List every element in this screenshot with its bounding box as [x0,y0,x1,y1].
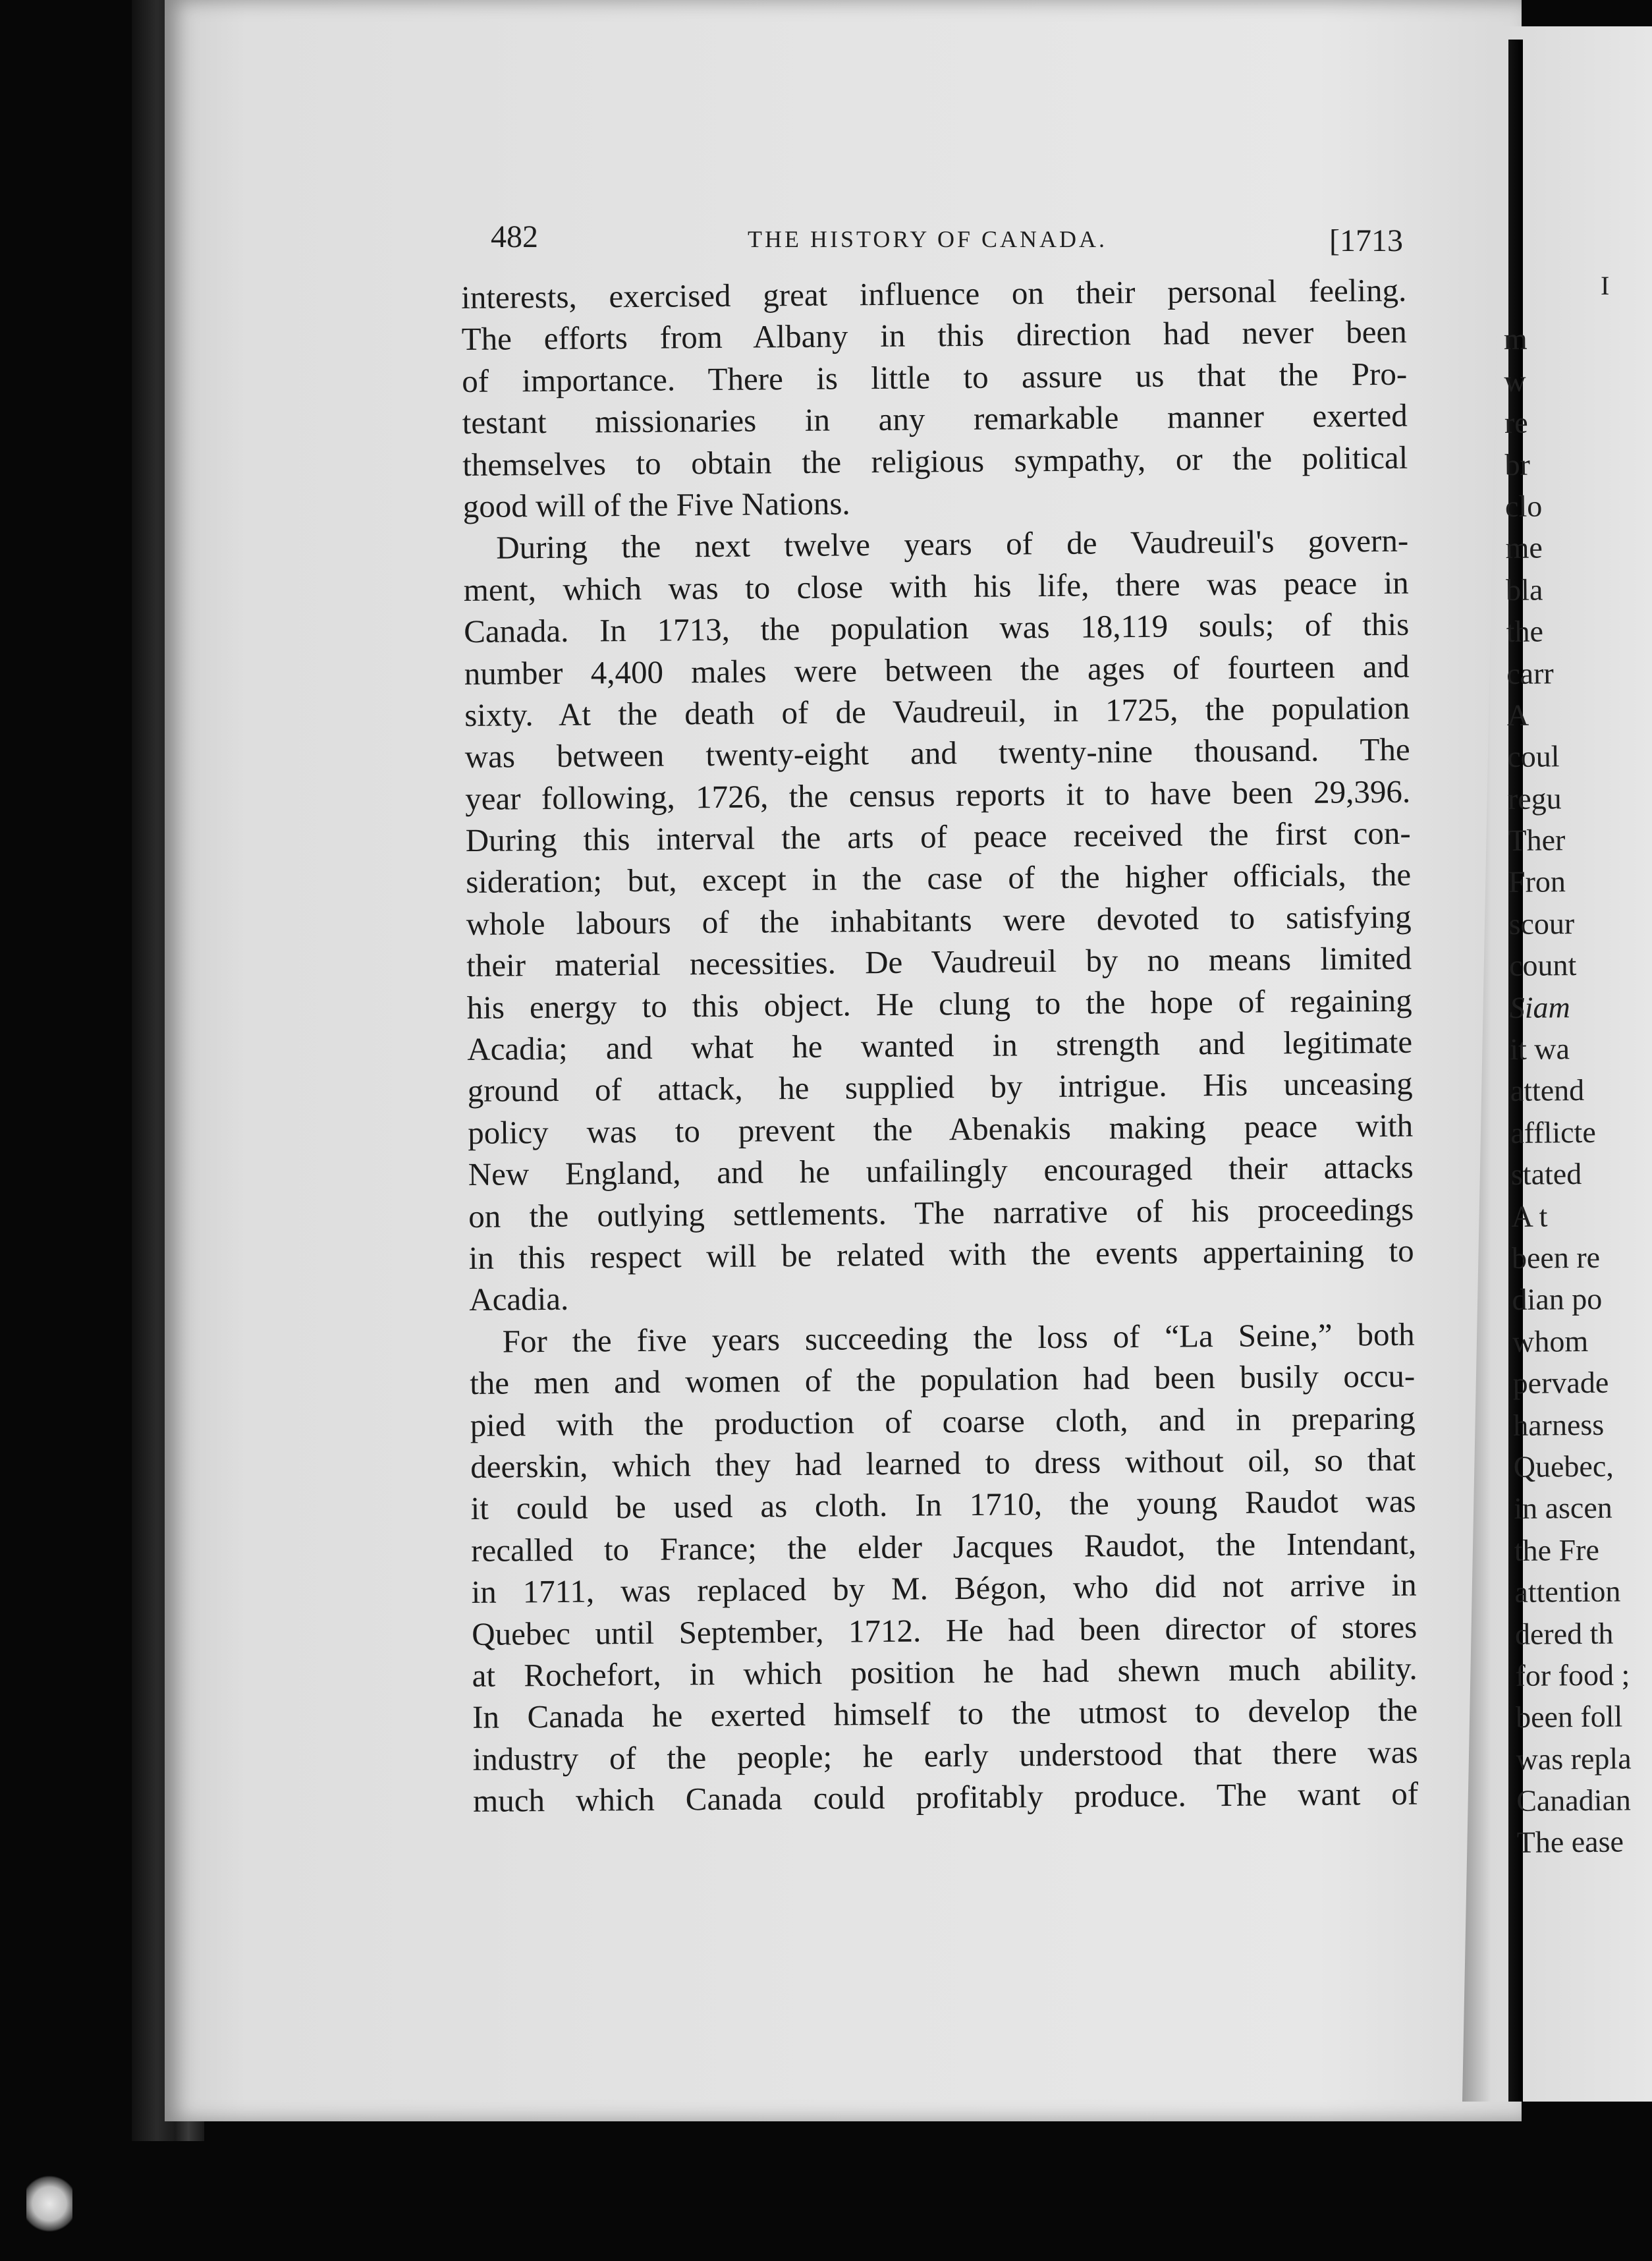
text-line: industry of the people; he early understood that there was [472,1733,1418,1777]
text-line: testant missionaries in any remarkable manner exerted [462,397,1408,441]
fragment-line: pervade [1512,1365,1609,1401]
fragment-line: for food ; [1515,1658,1630,1692]
fragment-line: in ascen [1514,1490,1612,1526]
fragment-line [1503,275,1652,318]
text-line: whole labours of the inhabitants were devoted to satisfying [466,898,1412,942]
text-line: in this respect will be related with the events appertaining to [468,1232,1414,1276]
text-line: New England, and he unfailingly encouraged their attacks [468,1148,1414,1193]
header-year: [1713 [1329,223,1403,258]
fragment-line: Ther [1508,823,1566,858]
body-text [461,269,1418,1822]
fragment-line: me [1505,530,1543,565]
text-line: sixty. At the death of de Vaudreuil, in 1725, the population [464,689,1410,733]
fragment-line: dian po [1512,1282,1603,1317]
right-page-fragments [1503,275,1652,1864]
text-line: good will of the Five Nations. [462,485,850,524]
text-line: In Canada he exerted himself to the utmost to develop the [472,1691,1418,1736]
text-line: The efforts from Albany in this direction had never been [461,314,1407,358]
text-line: was between twenty-eight and twenty-nine thousand. The [464,731,1410,775]
text-line: their material necessities. De Vaudreuil by no means limited [466,939,1412,984]
text-line: Acadia; and what he wanted in strength and legitimate [466,1023,1413,1067]
text-line: policy was to prevent the Abenakis making peace with [467,1107,1414,1151]
fragment-line: was repla [1516,1741,1632,1776]
text-line: it could be used as cloth. In 1710, the young Raudot was [470,1483,1416,1527]
text-line: ground of attack, he supplied by intrigue. His unceasing [467,1065,1413,1109]
fragment-line: clo [1504,489,1543,523]
text-line: During the next twelve years of de Vaudreuil's govern- [496,522,1409,566]
text-line: themselves to obtain the religious sympathy, or the political [462,439,1408,483]
fragment-line: A t [1511,1199,1548,1233]
text-line: Quebec until September, 1712. He had been director of stores [471,1608,1418,1652]
text-line: interests, exercised great influence on their personal feeling. [461,271,1407,316]
text-line: on the outlying settlements. The narrative of his proceedings [468,1190,1414,1235]
fragment-line: been foll [1515,1699,1623,1735]
fragment-line: Canadian [1516,1783,1632,1818]
fragment-line: A [1506,698,1529,732]
fragment-line: coul [1507,739,1560,774]
text-line: much which Canada could profitably produce. The want of [472,1775,1419,1819]
right-page-header-fragment: I [1601,271,1610,300]
fragment-line: bla [1505,572,1543,607]
fragment-line: afflicte [1510,1115,1596,1150]
text-line: his energy to this object. He clung to the hope of regaining [466,982,1412,1026]
text-line: deerskin, which they had learned to dress without oil, so that [470,1441,1416,1485]
text-line: Canada. In 1713, the population was 18,119 souls; of this [464,605,1410,650]
fragment-line: whom [1512,1324,1589,1358]
fragment-line: regu [1507,781,1562,816]
scan-speck [26,2174,72,2233]
fragment-line: Fron [1508,864,1566,899]
text-line: During this interval the arts of peace received the first con- [465,814,1411,859]
text-line: the men and women of the population had been busily occu- [469,1357,1416,1402]
fragment-line: count [1508,948,1577,983]
fragment-line: scour [1508,906,1575,941]
fragment-line: attend [1510,1073,1585,1108]
fragment-line: been re [1511,1240,1601,1275]
fragment-line: Siam [1509,990,1570,1024]
running-title: THE HISTORY OF CANADA. [748,226,1108,252]
fragment-line: w [1504,364,1526,398]
fragment-line: re [1504,405,1528,440]
text-line: ment, which was to close with his life, there was peace in [463,564,1409,608]
text-line: recalled to France; the elder Jacques Raudot, the Intendant, [470,1524,1417,1569]
text-line: year following, 1726, the census reports it to have been 29,396. [465,773,1411,817]
page-number: 482 [491,219,538,254]
fragment-line: stated [1510,1157,1582,1192]
text-line: sideration; but, except in the case of the higher officials, the [466,856,1412,901]
fragment-line: carr [1506,656,1554,690]
fragment-line: br [1504,447,1531,482]
text-line: For the five years succeeding the loss of “La Seine,” both [502,1316,1415,1360]
fragment-line: harness [1512,1407,1605,1442]
fragment-line: the Fre [1514,1532,1600,1567]
text-line: of importance. There is little to assure us that the Pro- [462,355,1408,399]
text-line: at Rochefort, in which position he had shewn much ability. [472,1650,1418,1694]
page-header [491,219,1403,271]
fragment-line: The ease [1516,1824,1624,1860]
fragment-line: dered th [1514,1616,1614,1651]
fragment-line: it wa [1510,1032,1570,1066]
text-line: in 1711, was replaced by M. Bégon, who did not arrive in [471,1566,1417,1611]
fragment-line: the [1506,614,1544,649]
fragment-line: m [1503,322,1528,356]
text-line: pied with the production of coarse cloth, and in preparing [470,1399,1416,1443]
text-line: Acadia. [468,1281,569,1318]
fragment-line: Quebec, [1513,1449,1614,1484]
text-line: number 4,400 males were between the ages of fourteen and [464,648,1410,692]
fragment-line: attention [1514,1574,1621,1609]
